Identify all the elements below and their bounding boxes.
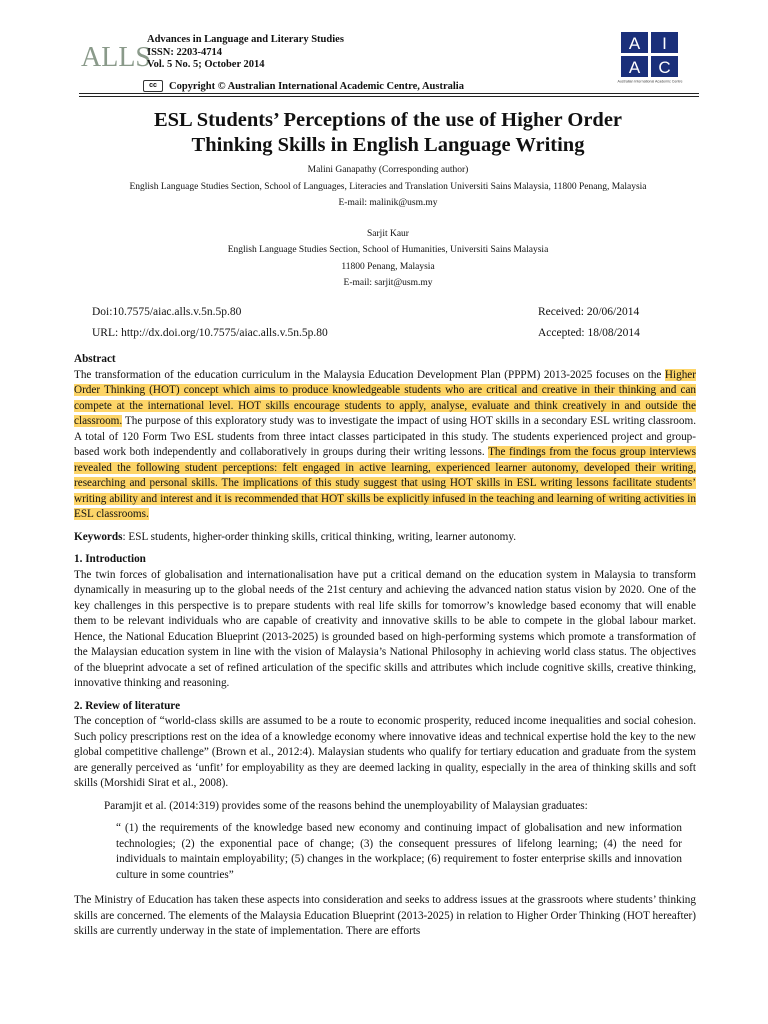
doi: Doi:10.7575/aiac.alls.v.5n.5p.80: [92, 306, 242, 318]
block-quote: “ (1) the requirements of the knowledge based new economy and continuing impact of globalisation and new information technologies; (2) the exponential pace of change; (3) the consequent pressures of lifelong learning; (4) the need for individuals to maintain employability; (5) changes in the workplace; (6) requirement to foster enterprise skills and innovation culture in some countries”: [116, 822, 682, 881]
svg-text:I: I: [662, 34, 667, 53]
svg-text:A: A: [628, 58, 641, 77]
author1-email: E-mail: malinik@usm.my: [338, 198, 438, 208]
section-1-paragraph: The twin forces of globalisation and internationalisation have put a critical demand on the education system in Malaysia to transform dynamically in measuring up to the global needs of the 21st century and achieving the advanced nation status vision by 2020. One of the key challenges in this perspective is to prepare students with real life skills for tomorrow’s knowledge based economy that will enable them to be relevant individuals who are capable of creativity and innovative skills to be able to compete in the global labour market. Hence, the National Education Blueprint (2013-2025) is grounded based on high-performing systems which promote a transformation of the Malaysian education system in line with the vision of Malaysia’s National Philosophy in achieving world class status. The objectives of the blueprint advocate a set of refined articulation of the specific skills and attributes which include cognitive skills, creative thinking, innovative thinking and reasoning.: [74, 568, 696, 689]
copyright-line: [143, 80, 464, 92]
alls-logo: [79, 36, 151, 76]
section-2-paragraph-1: The conception of “world-class skills are assumed to be a route to economic prosperity, reduced income inequalities and social cohesion. Such policy prescriptions rest on the idea of a knowledge economy where innovative ideas and technical expertise hold the key to the new global competitive challenge” (Brown et al., 2012:4). Malaysian students who qualify for tertiary education and graduate from the system are generally perceived as ‘unfit’ for employability as they are deemed lacking in quality, especially in the area of thinking skills and soft skills (Morshidi Sirat et al., 2008).: [74, 715, 696, 789]
author2-affiliation-city: 11800 Penang, Malaysia: [341, 261, 435, 272]
abstract-text: [74, 368, 696, 523]
abstract-part-1: The transformation of the education curriculum in the Malaysia Education Development Plan (PPPM) 2013-2025 focuses on the: [74, 368, 665, 381]
abstract-highlight-2: The findings from the focus group interviews revealed the following student perceptions: felt engaged in active learning, experienced learner autonomy, developed their writing, researching and personal skills. The implications of this study suggest that using HOT skills in ESL writing lessons facilitate students’ writing ability and interest and it is recommended that HOT skills be explicitly infused in the teaching and learning of writing activities in ESL classrooms.: [74, 446, 696, 520]
paper-title: [72, 108, 704, 158]
article-body: [74, 352, 696, 947]
author1-affiliation: English Language Studies Section, School of Languages, Literacies and Translation Universiti Sains Malaysia, 11800 Penang, Malaysia: [129, 181, 647, 192]
author2-email: E-mail: sarjit@usm.my: [343, 278, 433, 288]
accepted-date: Accepted: 18/08/2014: [538, 327, 640, 339]
keywords: [74, 530, 696, 546]
article-meta: [92, 302, 654, 344]
author1-name: Malini Ganapathy (Corresponding author): [307, 165, 469, 175]
section-1-heading: 1. Introduction: [74, 553, 146, 565]
journal-header: [79, 30, 699, 94]
section-2-heading: 2. Review of literature: [74, 699, 181, 712]
abstract-part-2: The purpose of this exploratory study was to investigate the impact of using HOT skills in a secondary ESL writing classroom. A total of 120 Form Two ESL students from three intact classes participated in this study. The students experienced project and group-based work both independently and collaboratively in groups during their writing lessons.: [74, 415, 696, 458]
keywords-label: Keywords: [74, 530, 123, 543]
author-block: [72, 162, 704, 292]
abstract-highlight-1: Higher Order Thinking (HOT) concept which aims to produce knowledgeable students who are critical and creative in their thinking and can compete at the international level. HOT skills encourage students to apply, analyse, evaluate and think creatively in and outside the classroom.: [74, 368, 696, 427]
article-url: URL: http://dx.doi.org/10.7575/aiac.alls.v.5n.5p.80: [92, 327, 328, 339]
keywords-text: : ESL students, higher-order thinking skills, critical thinking, writing, learner autonomy.: [122, 530, 517, 543]
title-line-1: ESL Students’ Perceptions of the use of Higher Order: [153, 109, 623, 131]
header-rule-second: [79, 96, 699, 97]
svg-text:ALLS: ALLS: [81, 42, 151, 73]
abstract-heading: Abstract: [74, 353, 116, 365]
cc-license-icon: cc: [143, 80, 163, 92]
journal-name: Advances in Language and Literary Studies: [147, 34, 344, 45]
title-line-2: Thinking Skills in English Language Writing: [191, 134, 585, 156]
section-2-paragraph-3: The Ministry of Education has taken these aspects into consideration and seeks to address issues at the grassroots where students’ thinking skills are concerned. The elements of the Malaysia Education Blueprint (2013-2025) in relation to Higher Order Thinking (HOT hereafter) skills are currently underway in the state of implementation. There are efforts: [74, 894, 696, 937]
author2-affiliation: English Language Studies Section, School of Humanities, Universiti Sains Malaysia: [227, 245, 549, 255]
author2-name: Sarjit Kaur: [367, 228, 409, 239]
svg-text:C: C: [658, 58, 671, 77]
copyright-text: Copyright © Australian International Academic Centre, Australia: [169, 80, 464, 92]
aiac-logo: [619, 30, 681, 84]
journal-info: [147, 34, 344, 72]
journal-issn: ISSN: 2203-4714: [147, 46, 222, 58]
section-2-paragraph-2: Paramjit et al. (2014:319) provides some of the reasons behind the unemployability of Malaysian graduates:: [104, 799, 588, 812]
header-rule: [79, 93, 699, 94]
svg-text:Australian International Acade: Australian International Academic Centre: [617, 79, 683, 84]
received-date: Received: 20/06/2014: [538, 306, 640, 318]
journal-volume: Vol. 5 No. 5; October 2014: [147, 59, 265, 70]
svg-text:A: A: [628, 34, 641, 53]
